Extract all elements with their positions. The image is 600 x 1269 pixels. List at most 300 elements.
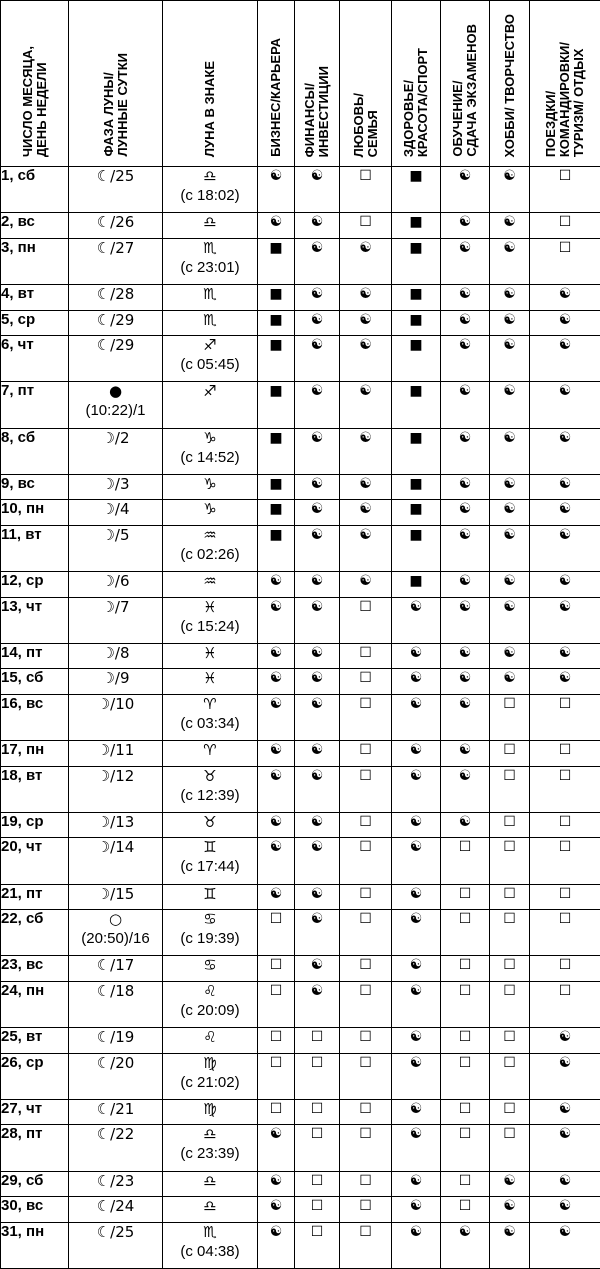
- travel-mark: ☐: [530, 838, 600, 884]
- business-mark: ☯: [258, 643, 295, 668]
- moon-phase-cell: [69, 1028, 163, 1053]
- travel-mark: ☐: [530, 766, 600, 812]
- zodiac-sign-icon: ♏: [203, 285, 217, 304]
- table-row: [1, 1099, 600, 1124]
- finance-mark: ☯: [295, 694, 340, 740]
- phase-column-header: [69, 1, 163, 167]
- moon-phase-cell: [69, 694, 163, 740]
- hobby-mark: ☯: [490, 1197, 530, 1222]
- travel-mark: ☯: [530, 428, 600, 474]
- day-cell: 26, ср: [1, 1053, 69, 1099]
- hobby-mark: ☯: [490, 525, 530, 571]
- zodiac-sign-icon: ♓: [203, 643, 217, 662]
- education-mark: ☯: [441, 597, 490, 643]
- hobby-mark: ☐: [490, 910, 530, 956]
- travel-mark: ☯: [530, 1222, 600, 1269]
- finance-mark: ☯: [295, 285, 340, 310]
- zodiac-sign-icon: ♑: [203, 500, 217, 519]
- table-row: [1, 238, 600, 284]
- table-row: [1, 597, 600, 643]
- header-label-line: ЗДОРОВЬЕ/: [401, 79, 416, 157]
- zodiac-entry-time: (с 19:39): [180, 930, 240, 948]
- zodiac-sign-cell: [163, 335, 258, 381]
- header-label-line: ТУРИЗМ/ ОТДЫХ: [571, 48, 586, 157]
- moon-phase-value: ☽/9: [101, 669, 130, 688]
- finance-mark: ☯: [295, 956, 340, 981]
- zodiac-entry-time: (с 04:38): [180, 1242, 240, 1260]
- health-mark: ■: [392, 285, 441, 310]
- hobby-mark: ☐: [490, 956, 530, 981]
- education-mark: ☯: [441, 694, 490, 740]
- hobby-mark: ☐: [490, 766, 530, 812]
- moon-phase-value: ☽/15: [96, 884, 135, 903]
- education-mark: ☯: [441, 643, 490, 668]
- hobby-mark: ☯: [490, 1222, 530, 1269]
- moon-phase-value: ☾/26: [96, 213, 135, 232]
- business-mark: ☯: [258, 1197, 295, 1222]
- moon-phase-value: ☾/23: [96, 1171, 135, 1190]
- zodiac-sign-cell: [163, 428, 258, 474]
- travel-mark: ☐: [530, 956, 600, 981]
- day-cell: 10, пн: [1, 500, 69, 525]
- finance-mark: ☯: [295, 428, 340, 474]
- zodiac-sign-icon: ♎: [203, 167, 217, 185]
- day-cell: 28, пт: [1, 1125, 69, 1171]
- zodiac-sign-icon: ♒: [203, 525, 217, 544]
- finance-mark: ☯: [295, 475, 340, 500]
- travel-mark: ☯: [530, 597, 600, 643]
- zodiac-sign-cell: [163, 812, 258, 837]
- business-mark: ■: [258, 525, 295, 571]
- love-mark: ☯: [340, 525, 392, 571]
- moon-phase-time: (10:22)/1: [85, 402, 146, 420]
- finance-mark: ☯: [295, 766, 340, 812]
- zodiac-sign-cell: [163, 310, 258, 335]
- health-mark: ☯: [392, 812, 441, 837]
- day-cell: 21, пт: [1, 884, 69, 909]
- header-label-line: ОБУЧЕНИЕ/: [450, 80, 465, 157]
- hobby-mark: ☯: [490, 500, 530, 525]
- business-mark: ☯: [258, 669, 295, 694]
- travel-mark: ☐: [530, 741, 600, 766]
- day-cell: 18, вт: [1, 766, 69, 812]
- zodiac-sign-icon: ♓: [203, 597, 217, 616]
- education-mark: ☯: [441, 167, 490, 213]
- zodiac-sign-cell: [163, 1222, 258, 1269]
- hobby-mark: ☐: [490, 1125, 530, 1171]
- love-mark: ☯: [340, 238, 392, 284]
- zodiac-sign-cell: [163, 1171, 258, 1196]
- finance-mark: ☯: [295, 310, 340, 335]
- table-row: [1, 884, 600, 909]
- moon-phase-value: ☽/6: [101, 572, 130, 591]
- day-cell: 4, вт: [1, 285, 69, 310]
- love-mark: ☐: [340, 1222, 392, 1269]
- table-body: [1, 167, 600, 1269]
- zodiac-sign-icon: ♎: [203, 1125, 217, 1144]
- zodiac-sign-cell: [163, 213, 258, 238]
- health-mark: ☯: [392, 1197, 441, 1222]
- table-row: [1, 428, 600, 474]
- moon-phase-cell: [69, 285, 163, 310]
- moon-phase-value: ☾/27: [96, 238, 135, 257]
- love-mark: ☐: [340, 981, 392, 1027]
- hobby-mark: ☯: [490, 1171, 530, 1196]
- love-mark: ☐: [340, 213, 392, 238]
- day-cell: 11, вт: [1, 525, 69, 571]
- travel-mark: ☐: [530, 238, 600, 284]
- hobby-mark: ☯: [490, 213, 530, 238]
- business-mark: ☐: [258, 1053, 295, 1099]
- education-mark: ☐: [441, 1028, 490, 1053]
- moon-phase-cell: [69, 741, 163, 766]
- zodiac-sign-icon: ♏: [203, 238, 217, 257]
- love-mark: ☐: [340, 597, 392, 643]
- table-row: [1, 956, 600, 981]
- moon-phase-cell: [69, 213, 163, 238]
- day-cell: 31, пн: [1, 1222, 69, 1269]
- zodiac-sign-cell: [163, 1197, 258, 1222]
- moon-phase-value: ○: [108, 910, 123, 929]
- moon-phase-time: (20:50)/16: [81, 930, 150, 948]
- table-row: [1, 741, 600, 766]
- zodiac-sign-icon: ♉: [203, 766, 217, 785]
- table-row: [1, 167, 600, 213]
- zodiac-entry-time: (с 15:24): [180, 617, 240, 635]
- day-cell: 12, ср: [1, 572, 69, 597]
- day-cell: 1, сб: [1, 167, 69, 213]
- health-mark: ■: [392, 335, 441, 381]
- moon-phase-value: ☾/29: [96, 335, 135, 354]
- business-mark: ■: [258, 428, 295, 474]
- travel-mark: ☯: [530, 1028, 600, 1053]
- love-mark: ☯: [340, 310, 392, 335]
- business-mark: ☐: [258, 956, 295, 981]
- education-mark: ☯: [441, 812, 490, 837]
- business-mark: ■: [258, 335, 295, 381]
- love-mark: ☐: [340, 956, 392, 981]
- zodiac-entry-time: (с 21:02): [180, 1073, 240, 1091]
- hobby-mark: ☯: [490, 310, 530, 335]
- health-column-header: [392, 1, 441, 167]
- love-mark: ☐: [340, 766, 392, 812]
- love-mark: ☐: [340, 694, 392, 740]
- education-mark: ☐: [441, 956, 490, 981]
- sign-column-header: [163, 1, 258, 167]
- moon-phase-cell: [69, 1125, 163, 1171]
- love-mark: ☐: [340, 910, 392, 956]
- moon-phase-cell: [69, 167, 163, 213]
- travel-mark: ☯: [530, 475, 600, 500]
- day-cell: 8, сб: [1, 428, 69, 474]
- moon-phase-cell: [69, 812, 163, 837]
- moon-phase-cell: [69, 1053, 163, 1099]
- love-mark: ☯: [340, 428, 392, 474]
- hobby-mark: ☐: [490, 838, 530, 884]
- moon-phase-value: ☾/25: [96, 167, 135, 185]
- zodiac-entry-time: (с 18:02): [180, 187, 240, 204]
- zodiac-sign-cell: [163, 981, 258, 1027]
- zodiac-sign-cell: [163, 382, 258, 428]
- education-mark: ☐: [441, 1053, 490, 1099]
- zodiac-entry-time: (с 12:39): [180, 786, 240, 804]
- zodiac-sign-icon: ♎: [203, 1197, 217, 1216]
- zodiac-entry-time: (с 20:09): [180, 1001, 240, 1019]
- table-row: [1, 694, 600, 740]
- header-label-line: КОМАНДИРОВКИ/: [557, 41, 572, 157]
- date-column-header: [1, 1, 69, 167]
- finance-mark: ☯: [295, 669, 340, 694]
- finance-mark: ☐: [295, 1222, 340, 1269]
- finance-mark: ☐: [295, 1197, 340, 1222]
- finance-mark: ☐: [295, 1171, 340, 1196]
- education-mark: ☐: [441, 1197, 490, 1222]
- travel-column-header: [530, 1, 600, 167]
- education-mark: ☯: [441, 382, 490, 428]
- header-label-line: ЛУННЫЕ СУТКИ: [114, 53, 130, 157]
- zodiac-sign-cell: [163, 525, 258, 571]
- day-cell: 13, чт: [1, 597, 69, 643]
- moon-phase-cell: [69, 1222, 163, 1269]
- moon-phase-cell: [69, 1171, 163, 1196]
- hobby-mark: ☐: [490, 1099, 530, 1124]
- zodiac-sign-cell: [163, 1125, 258, 1171]
- health-mark: ☯: [392, 643, 441, 668]
- header-label-line: ФИНАНСЫ/: [302, 82, 317, 157]
- travel-mark: ☐: [530, 167, 600, 213]
- travel-mark: ☯: [530, 669, 600, 694]
- love-mark: ☐: [340, 1053, 392, 1099]
- moon-phase-value: ☾/19: [96, 1028, 135, 1047]
- love-mark: ☯: [340, 475, 392, 500]
- travel-mark: ☐: [530, 213, 600, 238]
- health-mark: ■: [392, 238, 441, 284]
- finance-mark: ☐: [295, 1125, 340, 1171]
- day-cell: 5, ср: [1, 310, 69, 335]
- moon-phase-cell: [69, 884, 163, 909]
- finance-mark: ☯: [295, 910, 340, 956]
- business-mark: ■: [258, 382, 295, 428]
- health-mark: ☯: [392, 1053, 441, 1099]
- table-row: [1, 310, 600, 335]
- zodiac-sign-cell: [163, 910, 258, 956]
- health-mark: ☯: [392, 981, 441, 1027]
- moon-phase-cell: [69, 428, 163, 474]
- business-mark: ☯: [258, 741, 295, 766]
- business-mark: ☯: [258, 572, 295, 597]
- table-row: [1, 1125, 600, 1171]
- header-label-line: ЧИСЛО МЕСЯЦА,: [19, 45, 35, 157]
- business-mark: ☯: [258, 1222, 295, 1269]
- education-mark: ☐: [441, 1125, 490, 1171]
- moon-phase-value: ☽/3: [101, 475, 130, 494]
- education-mark: ☯: [441, 766, 490, 812]
- moon-phase-value: ☽/5: [101, 525, 130, 544]
- zodiac-sign-cell: [163, 838, 258, 884]
- moon-phase-value: ☾/22: [96, 1125, 135, 1144]
- business-mark: ☯: [258, 597, 295, 643]
- hobby-mark: ☯: [490, 428, 530, 474]
- finance-mark: ☐: [295, 1028, 340, 1053]
- zodiac-sign-cell: [163, 285, 258, 310]
- travel-mark: ☯: [530, 525, 600, 571]
- table-row: [1, 285, 600, 310]
- day-cell: 16, вс: [1, 694, 69, 740]
- business-mark: ■: [258, 500, 295, 525]
- table-row: [1, 475, 600, 500]
- travel-mark: ☯: [530, 643, 600, 668]
- health-mark: ☯: [392, 597, 441, 643]
- day-cell: 20, чт: [1, 838, 69, 884]
- moon-phase-cell: [69, 525, 163, 571]
- zodiac-sign-icon: ♐: [203, 382, 217, 401]
- moon-phase-value: ☽/13: [96, 812, 135, 831]
- header-label-line: БИЗНЕС/КАРЬЕРА: [268, 38, 283, 157]
- health-mark: ☯: [392, 956, 441, 981]
- hobby-mark: ☯: [490, 335, 530, 381]
- zodiac-sign-icon: ♏: [203, 1222, 217, 1241]
- love-mark: ☯: [340, 335, 392, 381]
- travel-mark: ☐: [530, 910, 600, 956]
- health-mark: ☯: [392, 766, 441, 812]
- love-mark: ☯: [340, 500, 392, 525]
- day-cell: 25, вт: [1, 1028, 69, 1053]
- love-mark: ☯: [340, 285, 392, 310]
- travel-mark: ☐: [530, 884, 600, 909]
- zodiac-sign-cell: [163, 643, 258, 668]
- zodiac-sign-icon: ♓: [203, 669, 217, 688]
- day-cell: 19, ср: [1, 812, 69, 837]
- health-mark: ■: [392, 500, 441, 525]
- moon-phase-value: ☾/20: [96, 1053, 135, 1072]
- table-row: [1, 812, 600, 837]
- zodiac-entry-time: (с 03:34): [180, 714, 240, 732]
- moon-phase-cell: [69, 475, 163, 500]
- zodiac-sign-cell: [163, 669, 258, 694]
- table-row: [1, 766, 600, 812]
- health-mark: ☯: [392, 1171, 441, 1196]
- moon-phase-cell: [69, 310, 163, 335]
- table-row: [1, 335, 600, 381]
- hobby-mark: ☐: [490, 694, 530, 740]
- business-mark: ☯: [258, 838, 295, 884]
- moon-phase-cell: [69, 669, 163, 694]
- moon-phase-value: ☽/10: [96, 694, 135, 713]
- zodiac-sign-icon: ♊: [203, 884, 217, 903]
- love-mark: ☐: [340, 884, 392, 909]
- header-label-line: ФАЗА ЛУНЫ/: [100, 72, 116, 157]
- header-label-line: СЕМЬЯ: [364, 109, 380, 157]
- hobby-mark: ☐: [490, 1028, 530, 1053]
- moon-phase-cell: [69, 838, 163, 884]
- education-mark: ☯: [441, 428, 490, 474]
- day-cell: 23, вс: [1, 956, 69, 981]
- header-label-line: ЛУНА В ЗНАКЕ: [202, 60, 217, 157]
- zodiac-sign-cell: [163, 475, 258, 500]
- hobby-column-header: [490, 1, 530, 167]
- moon-phase-value: ☾/24: [96, 1197, 135, 1216]
- love-mark: ☐: [340, 1171, 392, 1196]
- zodiac-sign-icon: ♌: [203, 1028, 217, 1047]
- travel-mark: ☐: [530, 981, 600, 1027]
- hobby-mark: ☯: [490, 475, 530, 500]
- zodiac-sign-cell: [163, 741, 258, 766]
- zodiac-sign-cell: [163, 597, 258, 643]
- education-mark: ☯: [441, 335, 490, 381]
- business-mark: ☐: [258, 910, 295, 956]
- finance-mark: ☯: [295, 335, 340, 381]
- education-mark: ☯: [441, 500, 490, 525]
- moon-phase-value: ☽/12: [96, 766, 135, 785]
- moon-phase-value: ☽/4: [101, 500, 130, 519]
- business-mark: ☐: [258, 1099, 295, 1124]
- zodiac-sign-icon: ♎: [203, 213, 217, 232]
- zodiac-sign-icon: ♉: [203, 812, 217, 831]
- hobby-mark: ☯: [490, 643, 530, 668]
- moon-phase-cell: [69, 382, 163, 428]
- finance-mark: ☯: [295, 597, 340, 643]
- health-mark: ■: [392, 475, 441, 500]
- love-mark: ☐: [340, 1125, 392, 1171]
- hobby-mark: ☯: [490, 382, 530, 428]
- education-mark: ☯: [441, 741, 490, 766]
- hobby-mark: ☯: [490, 572, 530, 597]
- love-mark: ☯: [340, 382, 392, 428]
- finance-mark: ☯: [295, 382, 340, 428]
- finance-mark: ☯: [295, 643, 340, 668]
- business-mark: ■: [258, 238, 295, 284]
- zodiac-sign-cell: [163, 884, 258, 909]
- health-mark: ■: [392, 213, 441, 238]
- table-row: [1, 525, 600, 571]
- business-mark: ☯: [258, 766, 295, 812]
- health-mark: ☯: [392, 1222, 441, 1269]
- business-mark: ■: [258, 285, 295, 310]
- finance-mark: ☯: [295, 812, 340, 837]
- education-mark: ☐: [441, 910, 490, 956]
- zodiac-sign-icon: ♒: [203, 572, 217, 591]
- travel-mark: ☯: [530, 1197, 600, 1222]
- finance-mark: ☐: [295, 1053, 340, 1099]
- moon-phase-value: ☾/28: [96, 285, 135, 304]
- education-mark: ☯: [441, 1222, 490, 1269]
- zodiac-entry-time: (с 05:45): [180, 355, 240, 373]
- business-mark: ■: [258, 475, 295, 500]
- health-mark: ☯: [392, 838, 441, 884]
- love-mark: ☐: [340, 838, 392, 884]
- moon-phase-cell: [69, 597, 163, 643]
- finance-mark: ☯: [295, 884, 340, 909]
- zodiac-entry-time: (с 23:01): [180, 258, 240, 276]
- hobby-mark: ☐: [490, 741, 530, 766]
- health-mark: ☯: [392, 1125, 441, 1171]
- day-cell: 30, вс: [1, 1197, 69, 1222]
- hobby-mark: ☐: [490, 812, 530, 837]
- table-row: [1, 838, 600, 884]
- love-mark: ☐: [340, 167, 392, 213]
- education-mark: ☐: [441, 981, 490, 1027]
- table-row: [1, 1222, 600, 1269]
- zodiac-sign-icon: ♌: [203, 981, 217, 1000]
- education-mark: ☐: [441, 838, 490, 884]
- table-row: [1, 382, 600, 428]
- table-row: [1, 213, 600, 238]
- health-mark: ■: [392, 572, 441, 597]
- travel-mark: ☯: [530, 500, 600, 525]
- day-cell: 15, сб: [1, 669, 69, 694]
- moon-phase-value: ☽/2: [101, 428, 130, 447]
- health-mark: ☯: [392, 669, 441, 694]
